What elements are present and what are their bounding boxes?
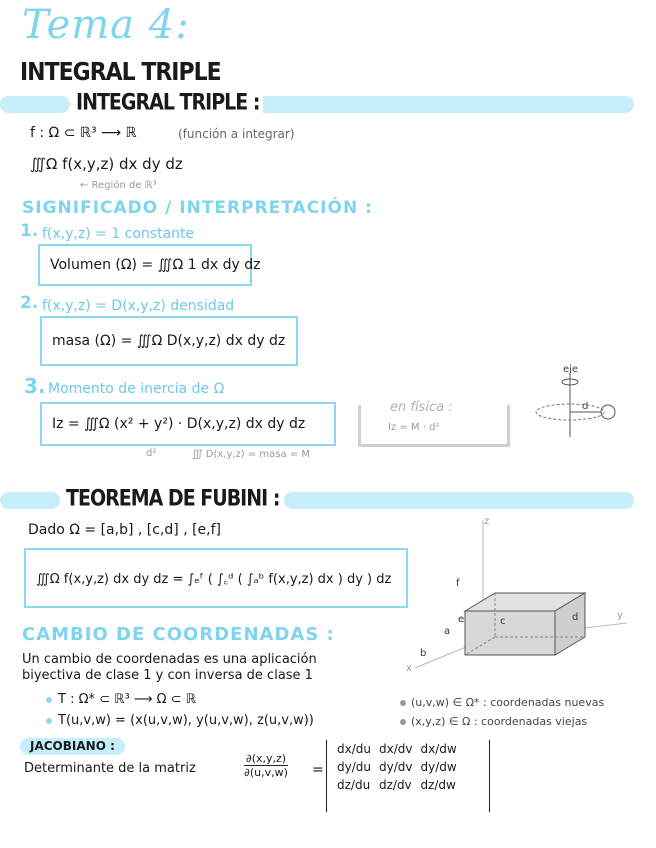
meaning-heading: SIGNIFICADO / INTERPRETACIÓN : xyxy=(22,198,373,218)
coordinate-change-desc-1: Un cambio de coordenadas es una aplicación xyxy=(22,652,317,667)
inertia-formula: Iz = ∭Ω (x² + y²) · D(x,y,z) dx dy dz xyxy=(52,416,306,432)
label-b: b xyxy=(420,648,427,659)
note-new-coords xyxy=(400,696,604,709)
coordinate-change-heading: CAMBIO DE COORDENADAS : xyxy=(22,624,335,645)
d-squared-note: d² xyxy=(146,448,157,459)
determinant-label: Determinante de la matriz xyxy=(24,761,196,776)
fubini-given: Dado Ω = [a,b] , [c,d] , [e,f] xyxy=(28,522,222,538)
equals-sign: = xyxy=(312,762,324,778)
region-note: ← Región de ℝ³ xyxy=(80,180,157,191)
matrix-cell: dz/du xyxy=(337,778,371,792)
axis-z-label: z xyxy=(484,516,490,527)
new-coords-text: (u,v,w) ∈ Ω* : coordenadas nuevas xyxy=(411,696,605,709)
matrix-cell: dz/dv xyxy=(378,778,412,792)
mass-formula-box xyxy=(40,316,298,366)
label-f: f xyxy=(456,578,460,589)
transform-bullet-2 xyxy=(46,713,314,728)
item-number-2: 2. xyxy=(20,293,39,313)
old-coords-text: (x,y,z) ∈ Ω : coordenadas viejas xyxy=(411,715,588,728)
matrix-cell: dx/dv xyxy=(378,742,413,756)
label-d: d xyxy=(572,612,579,623)
section-heading-integral-triple: INTEGRAL TRIPLE : xyxy=(72,90,263,115)
function-note: (función a integrar) xyxy=(178,127,295,141)
note-dot xyxy=(400,719,406,725)
transform-bullet-1 xyxy=(46,692,196,707)
matrix-cell: dy/dv xyxy=(378,760,413,774)
jacobian-label: JACOBIANO : xyxy=(20,738,125,755)
page-subtitle: INTEGRAL TRIPLE xyxy=(20,58,221,87)
page-title: Tema 4: xyxy=(22,2,190,48)
note-old-coords xyxy=(400,715,587,728)
matrix-cell: dy/du xyxy=(337,760,371,774)
fubini-band-left xyxy=(0,492,60,509)
bullet-dot xyxy=(46,697,52,703)
transform-formula: T(u,v,w) = (x(u,v,w), y(u,v,w), z(u,v,w)) xyxy=(58,713,314,728)
transform-definition: T : Ω* ⊂ ℝ³ ⟶ Ω ⊂ ℝ xyxy=(58,692,196,707)
item-condition-3: Momento de inercia de Ω xyxy=(48,381,225,397)
matrix-cell: dz/dw xyxy=(420,778,456,792)
label-a: a xyxy=(444,626,451,637)
determinant-fraction xyxy=(244,752,288,779)
item-number-1: 1. xyxy=(20,221,39,241)
item-condition-1: f(x,y,z) = 1 constante xyxy=(42,226,195,242)
distance-label: d xyxy=(582,401,589,412)
label-c: c xyxy=(500,616,506,627)
axis-x-label: x xyxy=(406,663,412,674)
physics-formula: Iz = M · d² xyxy=(388,422,440,433)
coordinate-change-desc-2: biyectiva de clase 1 y con inversa de clase 1 xyxy=(22,668,313,683)
item-condition-2: f(x,y,z) = D(x,y,z) densidad xyxy=(42,298,235,314)
mass-note: ∭ D(x,y,z) = masa = M xyxy=(192,449,311,460)
triple-integral-expression: ∭Ω f(x,y,z) dx dy dz xyxy=(30,155,183,173)
bullet-dot xyxy=(46,718,52,724)
note-dot xyxy=(400,700,406,706)
function-definition: f : Ω ⊂ ℝ³ ⟶ ℝ xyxy=(30,125,137,141)
rotation-axis-diagram xyxy=(530,362,630,442)
matrix-cell: dx/du xyxy=(337,742,371,756)
inertia-formula-box xyxy=(40,402,336,446)
fubini-formula-box xyxy=(24,548,408,608)
jacobian-matrix xyxy=(326,740,490,812)
section-band-left xyxy=(0,96,70,113)
determinant-denominator: ∂(u,v,w) xyxy=(244,766,288,779)
volume-formula-box xyxy=(38,244,261,286)
volume-formula: Volumen (Ω) = ∭Ω 1 dx dy dz xyxy=(50,257,261,273)
determinant-numerator: ∂(x,y,z) xyxy=(246,752,287,765)
fubini-band-right xyxy=(284,492,634,509)
axis-y-label: y xyxy=(617,610,623,621)
label-e: e xyxy=(458,614,465,625)
axis-label: eje xyxy=(563,364,579,375)
item-number-3: 3. xyxy=(24,374,46,398)
matrix-cell: dy/dw xyxy=(420,760,457,774)
matrix-cell: dx/dw xyxy=(420,742,457,756)
mass-formula: masa (Ω) = ∭Ω D(x,y,z) dx dy dz xyxy=(52,333,286,349)
fubini-box-diagram xyxy=(405,515,635,675)
physics-label: en física : xyxy=(386,400,457,415)
fubini-formula: ∭Ω f(x,y,z) dx dy dz = ∫ₑᶠ ( ∫꜀ᵈ ( ∫ₐᵇ f(x,y,z) dx ) dy ) dz xyxy=(36,572,392,587)
section-heading-fubini: TEOREMA DE FUBINI : xyxy=(62,486,283,511)
section-band-right xyxy=(238,96,634,113)
